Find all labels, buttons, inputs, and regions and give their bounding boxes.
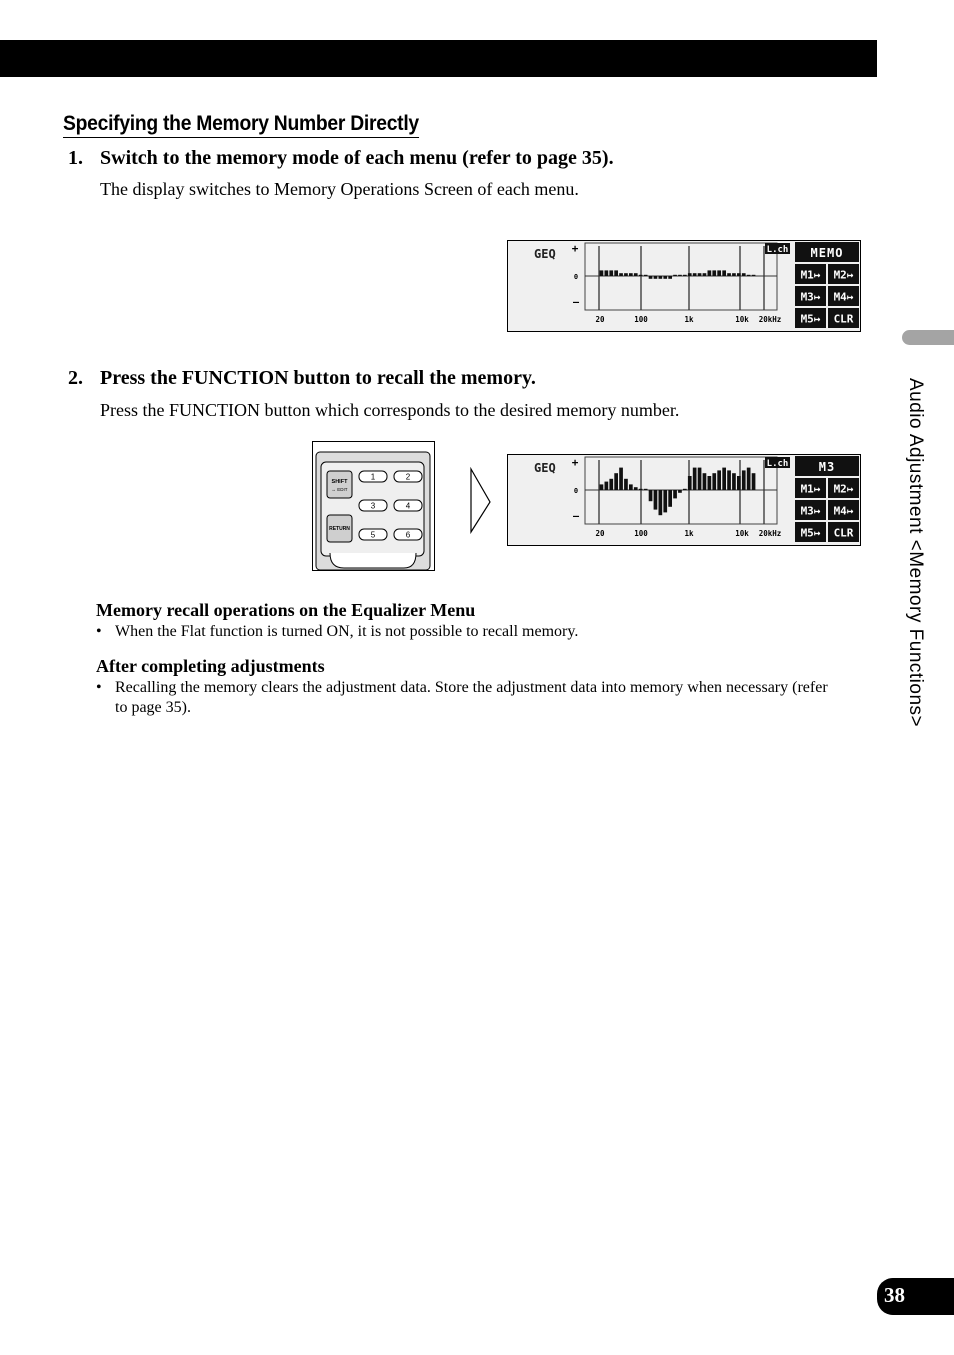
freq-label: 10k bbox=[735, 315, 749, 324]
step-2-body: Press the FUNCTION button which corresponds to the desired memory number. bbox=[100, 400, 680, 420]
memory-button-2-label: M2↦ bbox=[833, 482, 854, 496]
eq-bar bbox=[747, 275, 751, 276]
eq-bar bbox=[609, 270, 613, 276]
eq-bar bbox=[727, 470, 731, 490]
eq-bar bbox=[698, 468, 702, 490]
memory-button-4[interactable] bbox=[828, 286, 859, 306]
function-key-4[interactable] bbox=[394, 500, 422, 511]
page-number: 38 bbox=[884, 1283, 905, 1307]
freq-label: 100 bbox=[634, 529, 648, 538]
eq-bar bbox=[688, 273, 692, 276]
side-tab bbox=[902, 330, 954, 345]
function-key-3[interactable] bbox=[359, 500, 387, 511]
eq-bar bbox=[605, 482, 609, 490]
eq-bar bbox=[737, 476, 741, 490]
eq-bar bbox=[693, 468, 697, 490]
memory-button-1[interactable] bbox=[795, 478, 826, 498]
eq-display-memo-screen bbox=[508, 241, 860, 331]
memory-button-4[interactable] bbox=[828, 500, 859, 520]
eq-bar bbox=[703, 473, 707, 490]
section-title: Specifying the Memory Number Directly bbox=[63, 112, 419, 138]
eq-bar bbox=[649, 276, 653, 279]
step-2-text: Press the FUNCTION button to recall the memory. bbox=[100, 367, 536, 389]
eq-bar bbox=[722, 468, 726, 490]
freq-label: 1k bbox=[684, 529, 694, 538]
eq-bar bbox=[742, 273, 746, 276]
eq-bar bbox=[629, 484, 633, 490]
function-key-4-label: 4 bbox=[405, 501, 411, 511]
step-1-heading bbox=[68, 147, 614, 170]
note-1-heading: Memory recall operations on the Equalizer Menu bbox=[96, 600, 476, 620]
scale-zero: 0 bbox=[573, 487, 579, 495]
eq-bar bbox=[698, 273, 702, 276]
eq-bar bbox=[703, 273, 707, 276]
clear-button-label: CLR bbox=[833, 526, 854, 540]
panel-header-label: MEMO bbox=[810, 246, 844, 260]
panel-bottom-curve bbox=[330, 553, 416, 568]
freq-label: 20 bbox=[595, 315, 605, 324]
memory-button-1-label: M1↦ bbox=[800, 268, 821, 282]
eq-bar bbox=[708, 270, 712, 276]
freq-label: 20kHz bbox=[758, 529, 782, 538]
eq-bar bbox=[605, 270, 609, 276]
eq-bar bbox=[663, 276, 667, 279]
eq-bar bbox=[722, 270, 726, 276]
eq-bar bbox=[659, 490, 663, 515]
memory-button-5-label: M5↦ bbox=[800, 312, 821, 326]
freq-label: 100 bbox=[634, 315, 648, 324]
eq-bar bbox=[732, 473, 736, 490]
side-section-label: Audio Adjustment <Memory Functions> bbox=[905, 378, 926, 728]
eq-bar bbox=[737, 273, 741, 276]
step-1-number: 1. bbox=[68, 147, 83, 169]
function-key-5[interactable] bbox=[359, 529, 387, 540]
eq-bar bbox=[624, 479, 628, 490]
eq-display-m3 bbox=[507, 454, 861, 546]
eq-bar bbox=[654, 490, 658, 510]
eq-bar bbox=[634, 487, 638, 490]
function-key-6-label: 6 bbox=[405, 530, 411, 540]
panel-header-label: M3 bbox=[818, 460, 836, 474]
memory-button-2[interactable] bbox=[828, 478, 859, 498]
function-key-1[interactable] bbox=[359, 471, 387, 482]
memory-button-4-label: M4↦ bbox=[833, 290, 854, 304]
header-bar bbox=[0, 40, 877, 77]
memory-button-5[interactable] bbox=[795, 308, 826, 328]
eq-title: GEQ bbox=[534, 461, 556, 475]
eq-bar bbox=[717, 270, 721, 276]
step-1-body: The display switches to Memory Operations Screen of each menu. bbox=[100, 179, 579, 199]
scale-minus: – bbox=[572, 511, 580, 522]
note-2-bullet bbox=[96, 678, 831, 718]
eq-bar bbox=[600, 484, 604, 490]
eq-bar bbox=[624, 273, 628, 276]
function-key-1-label: 1 bbox=[370, 472, 376, 482]
function-button-panel bbox=[312, 441, 436, 571]
function-key-6[interactable] bbox=[394, 529, 422, 540]
eq-bar bbox=[752, 275, 756, 276]
channel-label: L.ch bbox=[766, 245, 789, 255]
eq-bar bbox=[644, 275, 648, 276]
step-1-text: Switch to the memory mode of each menu (refer to page 35). bbox=[100, 147, 614, 169]
memory-button-3[interactable] bbox=[795, 500, 826, 520]
eq-bar bbox=[600, 270, 604, 276]
eq-bar bbox=[683, 275, 687, 276]
memory-button-4-label: M4↦ bbox=[833, 504, 854, 518]
eq-bar bbox=[649, 490, 653, 501]
eq-bar bbox=[712, 473, 716, 490]
memory-button-5[interactable] bbox=[795, 522, 826, 542]
step-2-number: 2. bbox=[68, 367, 83, 389]
eq-bar bbox=[609, 479, 613, 490]
eq-bar bbox=[644, 489, 648, 490]
scale-plus: + bbox=[571, 242, 579, 255]
eq-bar bbox=[747, 468, 751, 490]
eq-bar bbox=[732, 273, 736, 276]
note-1-bullet-text: When the Flat function is turned ON, it is not possible to recall memory. bbox=[115, 623, 579, 640]
freq-label: 1k bbox=[684, 315, 694, 324]
function-key-2-label: 2 bbox=[405, 472, 411, 482]
eq-bar bbox=[668, 276, 672, 279]
eq-bar bbox=[752, 473, 756, 490]
memory-button-3-label: M3↦ bbox=[800, 290, 821, 304]
eq-bar bbox=[639, 489, 643, 490]
step-2-heading bbox=[68, 367, 536, 390]
clear-button[interactable] bbox=[828, 308, 859, 328]
eq-bar bbox=[673, 275, 677, 276]
eq-bar bbox=[678, 490, 682, 493]
eq-bar bbox=[639, 275, 643, 276]
shift-label: SHIFT bbox=[331, 479, 348, 485]
eq-bar bbox=[683, 489, 687, 490]
memory-button-3-label: M3↦ bbox=[800, 504, 821, 518]
note-1-bullet bbox=[96, 622, 856, 642]
eq-bar bbox=[663, 490, 667, 512]
eq-bar bbox=[614, 270, 618, 276]
clear-button[interactable] bbox=[828, 522, 859, 542]
channel-label: L.ch bbox=[766, 459, 789, 469]
memory-button-1[interactable] bbox=[795, 264, 826, 284]
eq-bar bbox=[614, 473, 618, 490]
note-2-heading: After completing adjustments bbox=[96, 656, 325, 676]
note-2-bullet-text: Recalling the memory clears the adjustment data. Store the adjustment data into memory when necessary (refer to page 35). bbox=[115, 679, 828, 716]
eq-bar bbox=[727, 273, 731, 276]
function-key-5-label: 5 bbox=[370, 530, 376, 540]
clear-button-label: CLR bbox=[833, 312, 854, 326]
eq-bar bbox=[619, 468, 623, 490]
eq-bar bbox=[673, 490, 677, 498]
eq-bar bbox=[619, 273, 623, 276]
eq-display-m3-screen bbox=[508, 455, 860, 545]
eq-bar bbox=[659, 276, 663, 279]
eq-bar bbox=[634, 273, 638, 276]
memory-button-5-label: M5↦ bbox=[800, 526, 821, 540]
edit-label: ↔ EDIT bbox=[331, 487, 348, 492]
arrow-right-icon bbox=[469, 467, 493, 535]
bullet-dot: • bbox=[96, 679, 102, 696]
eq-bar bbox=[629, 273, 633, 276]
scale-plus: + bbox=[571, 456, 579, 469]
eq-bar bbox=[717, 470, 721, 490]
memory-button-3[interactable] bbox=[795, 286, 826, 306]
function-key-2[interactable] bbox=[394, 471, 422, 482]
scale-minus: – bbox=[572, 297, 580, 308]
return-label: RETURN bbox=[329, 526, 350, 532]
eq-bar bbox=[742, 470, 746, 490]
memory-button-2[interactable] bbox=[828, 264, 859, 284]
function-key-3-label: 3 bbox=[370, 501, 376, 511]
memory-button-2-label: M2↦ bbox=[833, 268, 854, 282]
scale-zero: 0 bbox=[573, 273, 579, 281]
eq-title: GEQ bbox=[534, 247, 556, 261]
eq-bar bbox=[654, 276, 658, 279]
freq-label: 20kHz bbox=[758, 315, 782, 324]
freq-label: 10k bbox=[735, 529, 749, 538]
eq-bar bbox=[688, 476, 692, 490]
eq-bar bbox=[708, 476, 712, 490]
memory-button-1-label: M1↦ bbox=[800, 482, 821, 496]
freq-label: 20 bbox=[595, 529, 605, 538]
eq-bar bbox=[712, 270, 716, 276]
eq-bar bbox=[693, 273, 697, 276]
eq-display-memo bbox=[507, 240, 861, 332]
bullet-dot: • bbox=[96, 623, 102, 640]
eq-bar bbox=[668, 490, 672, 507]
eq-bar bbox=[678, 275, 682, 276]
